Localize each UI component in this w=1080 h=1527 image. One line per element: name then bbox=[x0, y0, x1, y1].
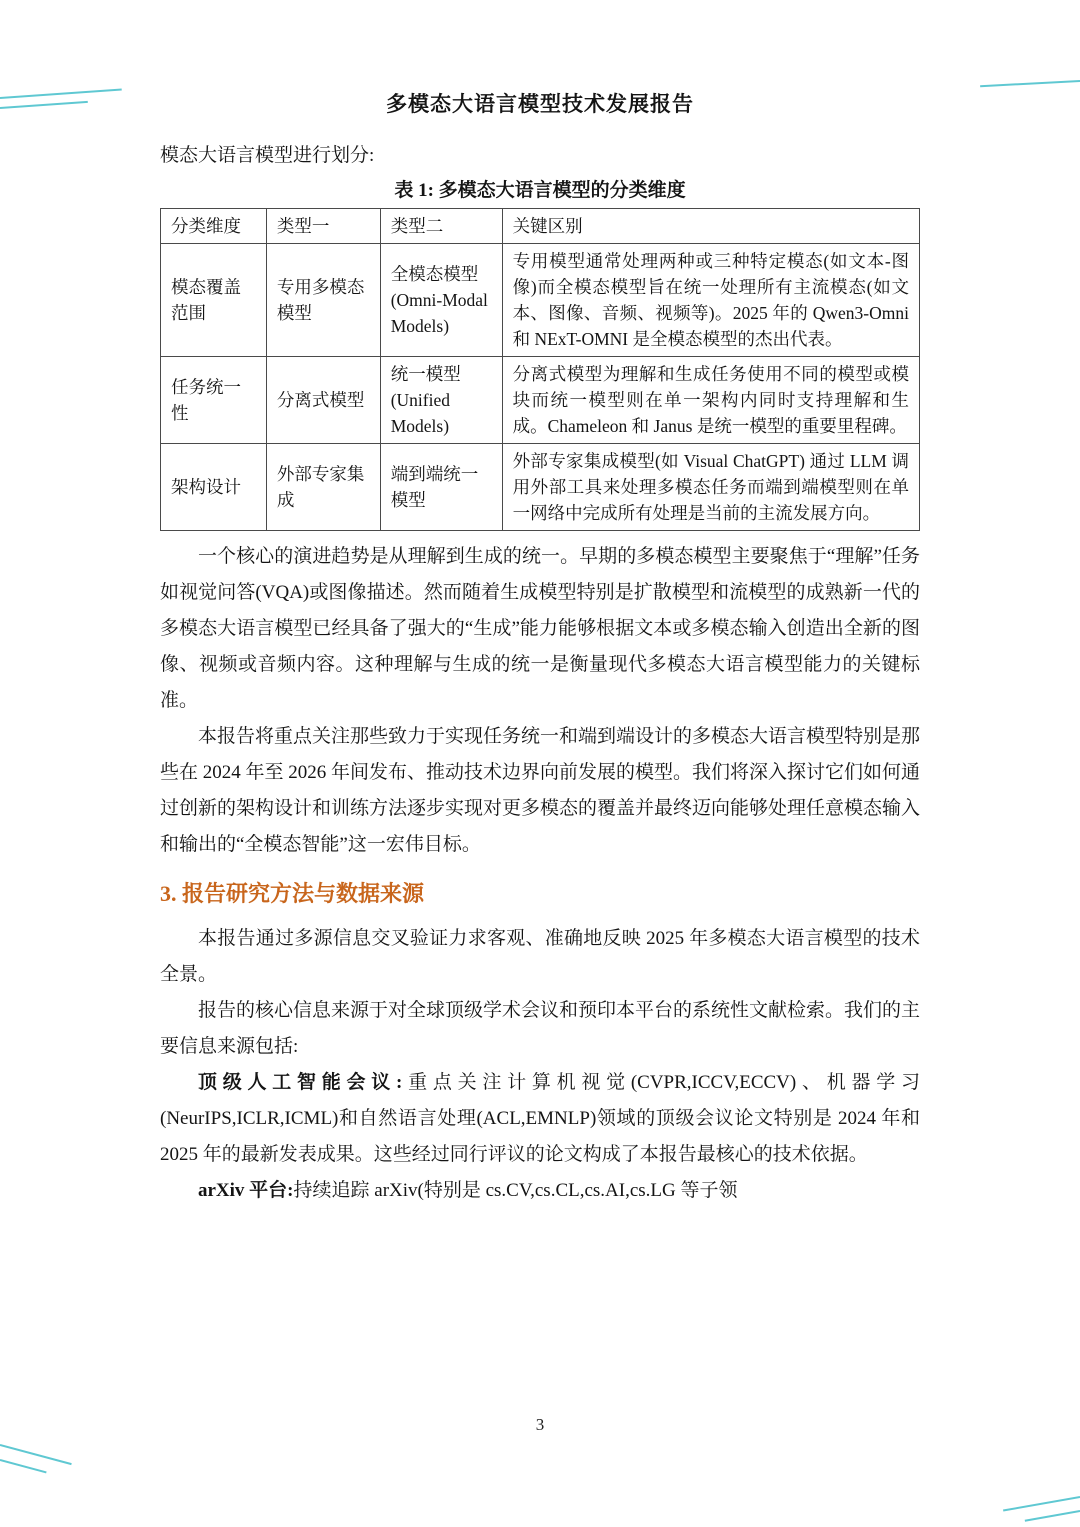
corner-decoration-top-right-line bbox=[980, 80, 1080, 87]
cell-type-one: 专用多模态模型 bbox=[266, 244, 380, 357]
corner-decoration-bottom-right-line-2 bbox=[1025, 1510, 1080, 1522]
paragraph-report-focus: 本报告将重点关注那些致力于实现任务统一和端到端设计的多模态大语言模型特别是那些在 2024 年至 2026 年间发布、推动技术边界向前发展的模型。我们将深入探讨它们如何通过创新的架构设计和训练方法逐步实现对更多模态的覆盖并最终迈向能够处理任意模态输入和输出的“全模态智能”这一宏伟目标。 bbox=[160, 726, 921, 855]
cell-key-difference: 外部专家集成模型(如 Visual ChatGPT) 通过 LLM 调用外部工具来处理多模态任务而端到端模型则在单一网络中完成所有处理是当前的主流发展方向。 bbox=[502, 444, 919, 531]
paragraph-source-conferences bbox=[160, 1065, 920, 1173]
column-header-type-one: 类型一 bbox=[266, 209, 380, 244]
paragraph-source-arxiv bbox=[160, 1173, 920, 1209]
page-number: 3 bbox=[535, 1415, 545, 1434]
cell-key-difference: 专用模型通常处理两种或三种特定模态(如文本-图像)而全模态模型旨在统一处理所有主流模态(如文本、图像、音频、视频等)。2025 年的 Qwen3-Omni 和 NExT-OMNI 是全模态模型的杰出代表。 bbox=[502, 244, 919, 357]
paragraph-sources-intro: 报告的核心信息来源于对全球顶级学术会议和预印本平台的系统性文献检索。我们的主要信息来源包括: bbox=[160, 1000, 921, 1057]
cell-dimension: 模态覆盖范围 bbox=[161, 244, 267, 357]
classification-table bbox=[160, 208, 920, 531]
table-row bbox=[161, 244, 920, 357]
cell-type-one: 外部专家集成 bbox=[266, 444, 380, 531]
cell-dimension: 任务统一性 bbox=[161, 357, 267, 444]
page-header bbox=[160, 88, 920, 118]
source-conferences-label: 顶级人工智能会议: bbox=[198, 1072, 403, 1093]
column-header-key-difference: 关键区别 bbox=[502, 209, 919, 244]
paragraph-methodology-overview: 本报告通过多源信息交叉验证力求客观、准确地反映 2025 年多模态大语言模型的技术全景。 bbox=[160, 928, 920, 985]
cell-key-difference: 分离式模型为理解和生成任务使用不同的模型或模块而统一模型则在单一架构内同时支持理解和生成。Chameleon 和 Janus 是统一模型的重要里程碑。 bbox=[502, 357, 919, 444]
source-conferences-text: 重点关注计算机视觉(CVPR,ICCV,ECCV)、机器学习(NeurIPS,ICLR,ICML)和自然语言处理(ACL,EMNLP)领域的顶级会议论文特别是 2024 年和 2025 年的最新发表成果。这些经过同行评议的论文构成了本报告最核心的技术依据。 bbox=[160, 1072, 920, 1165]
column-header-dimension: 分类维度 bbox=[161, 209, 267, 244]
corner-decoration-bottom-left-line-2 bbox=[0, 1459, 47, 1473]
document-title: 多模态大语言模型技术发展报告 bbox=[386, 92, 694, 116]
source-arxiv-label: arXiv 平台: bbox=[198, 1180, 294, 1201]
source-arxiv-text: 持续追踪 arXiv(特别是 cs.CV,cs.CL,cs.AI,cs.LG 等子领 bbox=[293, 1180, 738, 1201]
corner-decoration-top-left-line-2 bbox=[0, 101, 88, 109]
cell-type-two: 全模态模型 (Omni-Modal Models) bbox=[380, 244, 502, 357]
page-body bbox=[160, 138, 920, 1209]
table-row bbox=[161, 444, 920, 531]
cell-type-one: 分离式模型 bbox=[266, 357, 380, 444]
cell-type-two: 统一模型 (Unified Models) bbox=[380, 357, 502, 444]
table-row bbox=[161, 357, 920, 444]
continuation-text: 模态大语言模型进行划分: bbox=[160, 145, 375, 166]
corner-decoration-bottom-right-line-1 bbox=[1003, 1496, 1080, 1512]
cell-dimension: 架构设计 bbox=[161, 444, 267, 531]
column-header-type-two: 类型二 bbox=[380, 209, 502, 244]
cell-type-two: 端到端统一模型 bbox=[380, 444, 502, 531]
corner-decoration-top-left-line-1 bbox=[0, 88, 122, 99]
table-caption: 表 1: 多模态大语言模型的分类维度 bbox=[394, 180, 686, 201]
section-heading-methodology: 3. 报告研究方法与数据来源 bbox=[160, 881, 425, 906]
paragraph-evolution-trend: 一个核心的演进趋势是从理解到生成的统一。早期的多模态模型主要聚焦于“理解”任务如视觉问答(VQA)或图像描述。然而随着生成模型特别是扩散模型和流模型的成熟新一代的多模态大语言模型已经具备了强大的“生成”能力能够根据文本或多模态输入创造出全新的图像、视频或音频内容。这种理解与生成的统一是衡量现代多模态大语言模型能力的关键标准。 bbox=[160, 546, 920, 711]
table-header-row bbox=[161, 209, 920, 244]
